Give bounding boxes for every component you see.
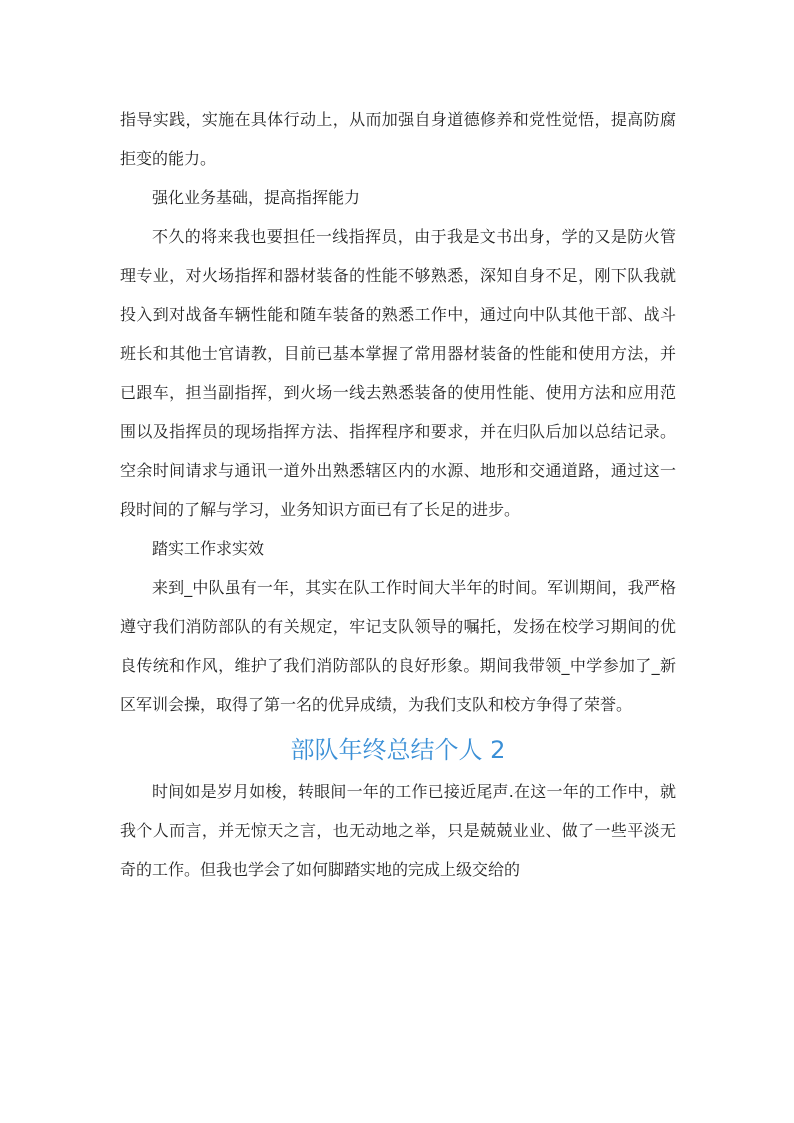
document-title-heading: 部队年终总结个人 2 xyxy=(290,736,506,764)
paragraph-year-review: 时间如是岁月如梭，转眼间一年的工作已接近尾声.在这一年的工作中，就我个人而言，并无惊天之言，也无动地之举，只是兢兢业业、做了一些平淡无奇的工作。但我也学会了如何脚踏实地的完成上级交给的 xyxy=(120,782,676,879)
paragraph-command-training: 不久的将来我也要担任一线指挥员，由于我是文书出身，学的又是防火管理专业，对火场指挥和器材装备的性能不够熟悉，深知自身不足，刚下队我就投入到对战备车辆性能和随车装备的熟悉工作中，通过向中队其他干部、战斗班长和其他士官请教，目前已基本掌握了常用器材装备的性能和使用方法，并已跟车，担当副指挥，到火场一线去熟悉装备的使用性能、使用方法和应用范围以及指挥员的现场指挥方法、指挥程序和要求，并在归队后加以总结记录。空余时间请求与通讯一道外出熟悉辖区内的水源、地形和交通道路，通过这一段时间的了解与学习，业务知识方面已有了长足的进步。 xyxy=(120,227,676,519)
section-heading-business-foundation: 强化业务基础，提高指挥能力 xyxy=(152,188,361,207)
document-body xyxy=(120,100,676,889)
paragraph-military-training: 来到_中队虽有一年，其实在队工作时间大半年的时间。军训期间，我严格遵守我们消防部队的有关规定，牢记支队领导的嘱托，发扬在校学习期间的优良传统和作风，维护了我们消防部队的良好形象。期间我带领_中学参加了_新区军训会操，取得了第一名的优异成绩，为我们支队和校方争得了荣誉。 xyxy=(120,578,676,714)
section-heading-practical-work: 踏实工作求实效 xyxy=(152,539,265,558)
paragraph-continuation: 指导实践，实施在具体行动上，从而加强自身道德修养和党性觉悟，提高防腐拒变的能力。 xyxy=(120,110,676,168)
